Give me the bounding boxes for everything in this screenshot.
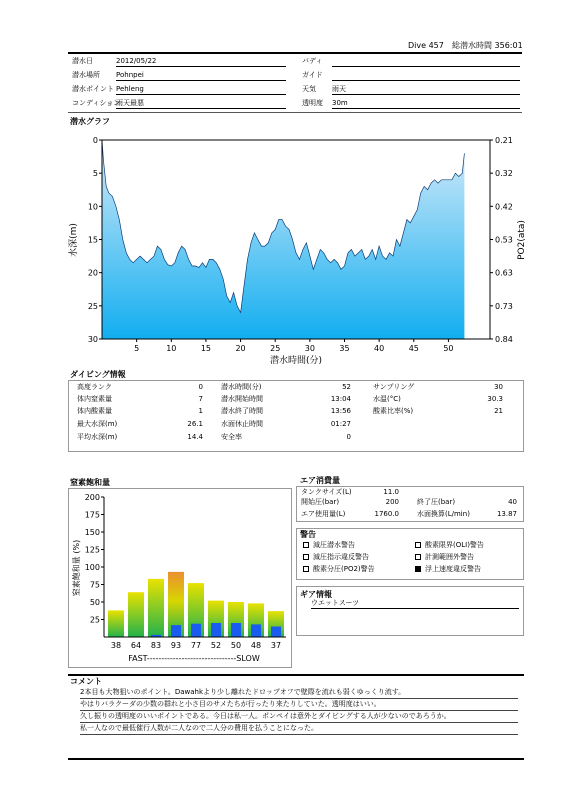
y2-tick-label: 0.42 [495,202,513,212]
stat-value: 30.3 [487,395,503,403]
stat-value: 14.4 [187,433,203,441]
saturation-category-label: 83 [150,641,162,650]
stat-label: 潜水終了時間 [221,407,263,415]
x-axis-label: 潜水時間(分) [269,356,323,366]
saturation-category-label: 37 [270,641,282,650]
x-tick-label: 5 [134,344,140,353]
warnings-box [296,528,524,580]
air-used-value: 1760.0 [374,510,399,518]
x-tick-label: 15 [200,344,212,353]
gear-underline [311,608,519,609]
end-pressure-value: 40 [508,498,517,506]
stat-value: 13:04 [330,395,351,403]
stat-label: 水面休止時間 [221,420,263,428]
x-tick-label: 10 [166,344,177,353]
graph-title: 潜水グラフ [70,117,110,126]
stat-label: 体内酸素量 [77,407,112,415]
start-pressure-label: 開始圧(bar) [301,498,340,506]
dive-site-value: Pohnpei [116,71,286,81]
stat-label: 酸素比率(%) [373,407,414,415]
stat-label: 高度ランク [77,383,112,391]
y2-tick-label: 0.73 [495,301,513,311]
saturation-bar [108,610,124,637]
saturation-residual-bar [271,627,281,638]
x-tick-label: 25 [270,344,281,353]
warning-item: 酸素分圧(PO2)警告 [303,565,375,574]
saturation-category-label: 52 [210,641,222,650]
y2-tick-label: 0.84 [495,335,513,344]
saturation-category-label: 50 [230,641,242,650]
stat-value: 13:56 [330,407,351,415]
warning-item: 計測範囲外警告 [415,553,474,562]
tank-label: タンクサイズ(L) [301,488,352,496]
saturation-y-tick-label: 200 [84,493,100,502]
checkbox-icon [415,542,421,548]
saturation-residual-bar [171,625,181,637]
saturation-bar [128,592,144,637]
start-pressure-value: 200 [385,498,399,506]
y-tick-label: 20 [87,268,98,278]
y-tick-label: 30 [87,335,98,344]
info-label: 潜水場所 [72,71,100,79]
y-tick-label: 15 [87,235,98,245]
comment-line: 2本目も大物狙いのポイント。Dawahkより少し離れたドロップオフで壁際を流れも弱くゆっくり流す。 [80,688,518,699]
stat-value: 0 [346,433,351,441]
stat-value: 26.1 [187,420,203,428]
stat-label: 安全率 [221,433,242,441]
stat-label: 平均水深(m) [77,433,118,441]
info-row [68,96,522,110]
diving-info-box [68,380,524,452]
saturation-y-tick-label: 125 [84,545,100,555]
checkbox-icon [303,554,309,560]
info-section [68,54,522,110]
x-tick-label: 50 [443,344,454,353]
end-pressure-label: 終了圧(bar) [417,498,456,506]
info-label: コンディション [72,99,121,107]
y2-tick-label: 0.53 [495,235,513,245]
warning-item: 浮上速度違反警告 [415,565,481,574]
gear-value: ウエットスーツ [311,599,360,607]
stat-value: 30 [494,383,503,391]
y-axis-label: 水深(m) [69,223,79,257]
stat-label: 水温(°C) [373,395,401,403]
dive-number: Dive 457 [408,41,444,50]
fast-slow-label: FAST-------------------------------SLOW [128,654,260,663]
stat-label: サンプリング [373,383,415,391]
y2-axis-label: PO2(ata) [517,220,527,260]
info-label: バディ [302,57,323,65]
info-row [68,82,522,96]
warnings-title: 警告 [300,530,316,539]
y-tick-label: 25 [87,301,98,311]
visibility-value: 30m [332,99,520,109]
comment-title: コメント [70,677,102,686]
total-dive-time: 総潜水時間 356:01 [452,41,523,50]
stat-label: 潜水開始時間 [221,395,263,403]
saturation-y-tick-label: 100 [84,563,100,572]
x-tick-label: 40 [374,344,385,353]
info-label: ガイド [302,71,323,79]
y-tick-label: 0 [92,136,98,145]
saturation-category-label: 38 [110,641,122,650]
stat-value: 0 [198,383,203,391]
y-tick-label: 10 [87,202,98,212]
stat-value: 52 [342,383,351,391]
saturation-y-tick-label: 175 [84,510,100,520]
info-row [68,54,522,68]
dive-date-value: 2012/05/22 [116,57,286,67]
saturation-title: 窒素飽和量 [70,478,110,487]
saturation-y-tick-label: 75 [89,580,100,590]
checkbox-icon [303,542,309,548]
y-tick-label: 5 [92,169,98,179]
info-label: 透明度 [302,99,323,107]
stat-label: 最大水深(m) [77,420,118,428]
info-label: 天気 [302,85,316,93]
saturation-category-label: 48 [250,641,262,650]
checkbox-icon [415,566,421,572]
stat-value: 21 [494,407,503,415]
info-label: 潜水ポイント [72,85,114,93]
comment-top-rule [68,674,524,676]
saturation-category-label: 64 [130,641,142,650]
warning-item: 減圧潜水警告 [303,541,355,550]
page-bottom-rule [68,758,524,760]
checkbox-icon [415,554,421,560]
gear-title: ギア情報 [300,590,332,599]
info-label: 潜水日 [72,57,93,65]
air-box [296,486,524,522]
y2-tick-label: 0.32 [495,169,513,179]
saturation-y-tick-label: 25 [89,615,100,625]
saturation-residual-bar [251,624,261,637]
saturation-chart [68,488,292,668]
stat-value: 1 [198,407,203,415]
tank-value: 11.0 [383,488,399,496]
depth-chart [62,128,534,370]
condition-value: 雨天最悪 [116,99,286,109]
y2-tick-label: 0.21 [495,136,513,145]
x-tick-label: 45 [408,344,419,353]
stat-label: 体内窒素量 [77,395,112,403]
comment-line: 久し振りの透明度のいいポイントである。今日は私一人。ポンペイは意外とダイビングする人が少ないのであろうか。 [80,712,518,723]
air-title: エア消費量 [300,476,340,485]
x-tick-label: 20 [235,344,246,353]
saturation-category-label: 93 [170,641,182,650]
comment-line: 私一人なので最低催行人数が二人なので二人分の費用を払うことになった。 [80,724,518,735]
stat-label: 潜水時間(分) [221,383,262,391]
buddy-value [332,57,520,67]
saturation-y-tick-label: 150 [84,528,100,537]
info-row [68,68,522,82]
saturation-bar [148,579,164,637]
saturation-residual-bar [191,624,201,637]
x-tick-label: 30 [304,344,315,353]
x-tick-label: 35 [339,344,350,353]
surface-rate-value: 13.87 [496,510,517,518]
diving-info-title: ダイビング情報 [70,370,126,379]
saturation-category-label: 77 [190,641,202,650]
stat-value: 7 [198,395,203,403]
saturation-residual-bar [211,623,221,637]
dive-point-value: Pehleng [116,85,286,95]
info-bottom-rule [68,112,522,113]
saturation-y-label: 窒素飽和量 (%) [72,539,81,597]
y2-tick-label: 0.63 [495,268,513,278]
weather-value: 雨天 [332,85,520,95]
saturation-residual-bar [231,623,241,637]
checkbox-icon [303,566,309,572]
saturation-y-tick-label: 50 [89,598,100,607]
stat-value: 01:27 [330,420,351,428]
surface-rate-label: 水面換算(L/min) [417,510,470,518]
warning-item: 酸素限界(OLI)警告 [415,541,484,550]
guide-value [332,71,520,81]
air-used-label: エア使用量(L) [301,510,346,518]
warning-item: 減圧指示違反警告 [303,553,369,562]
gear-box [296,586,524,636]
comment-line: やはりバラクーダの少数の群れと小さ目のサメたちが行ったり来たりしていた。透明度はいい。 [80,700,518,711]
